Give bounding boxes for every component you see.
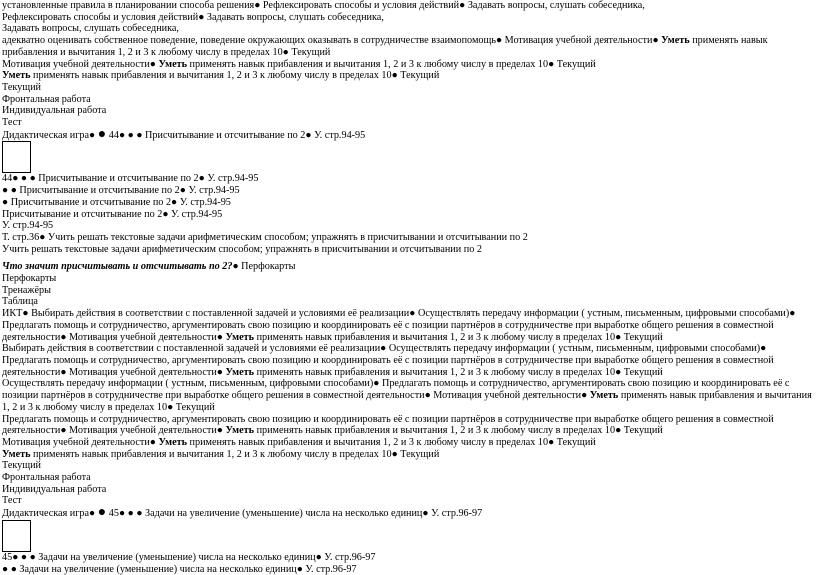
- text-line: [2, 437, 814, 449]
- text-span: применять навык прибавления и вычитания 1, 2 и 3 к любому числу в пределах 10● Текущий: [256, 425, 663, 437]
- bold-keyword: Уметь: [589, 390, 619, 402]
- text-line: [2, 308, 814, 343]
- text-span: применять навык прибавления и вычитания 1, 2 и 3 к любому числу в пределах 10● Текущий: [189, 58, 596, 70]
- text-line: Рефлексировать способы и условия действий● Задавать вопросы, слушать собеседника,: [2, 11, 384, 23]
- bold-keyword: Уметь: [158, 436, 187, 448]
- text-span: применять навык прибавления и вычитания 1, 2 и 3 к любому числу в пределах 10● Текущий: [33, 70, 440, 82]
- text-line: [2, 35, 814, 58]
- text-span: применять навык прибавления и вычитания 1, 2 и 3 к любому числу в пределах 10● Текущий: [2, 35, 768, 58]
- text-span: применять навык прибавления и вычитания 1, 2 и 3 к любому числу в пределах 10● Текущий: [2, 390, 812, 413]
- text-line: Таблица: [2, 296, 38, 308]
- text-line: [2, 449, 814, 461]
- text-line: Индивидуальная работа: [2, 483, 107, 495]
- text-line: 45● ● ● Задачи на увеличение (уменьшение) числа на несколько единиц● У. стр.96-97: [2, 551, 376, 563]
- text-span: ● Перфокарты: [232, 261, 296, 273]
- text-line: ● Присчитывание и отсчитывание по 2● У. стр.94-95: [2, 196, 231, 208]
- text-line: [2, 507, 814, 520]
- text-line: [2, 126, 814, 142]
- text-span: применять навык прибавления и вычитания 1, 2 и 3 к любому числу в пределах 10● Текущий: [33, 448, 440, 460]
- text-span: применять навык прибавления и вычитания 1, 2 и 3 к любому числу в пределах 10● Текущий: [256, 366, 663, 378]
- bold-keyword: Уметь: [2, 70, 31, 82]
- text-line: установленные правила в планировании способа решения● Рефлексировать способы и условия действий● Задавать вопросы, слушать собеседника,: [2, 0, 645, 11]
- bullet-icon: ●: [97, 126, 107, 142]
- bold-keyword: Уметь: [225, 366, 255, 378]
- text-line: Индивидуальная работа: [2, 105, 107, 117]
- text-line: [2, 378, 814, 413]
- text-line: Текущий: [2, 460, 42, 472]
- bold-keyword: Уметь: [661, 35, 690, 47]
- text-line: Тест: [2, 117, 22, 129]
- text-line: Фронтальная работа: [2, 93, 91, 105]
- text-span: Выбирать действия в соответствии с поставленной задачей и условиями её реализации● Осуществлять передачу информации ( устным, письменным, цифровыми способами)● Предлагать помощь и сотрудничество, аргументировать свою позицию и координировать её с позиции партнёров в сотрудничестве при выработке общего решения в совместной деятельности● Мотивация учебной деятельности●: [2, 343, 774, 378]
- text-line: ● ● Задачи на увеличение (уменьшение) числа на несколько единиц● У. стр.96-97: [2, 563, 357, 575]
- text-span: применять навык прибавления и вычитания 1, 2 и 3 к любому числу в пределах 10● Текущий: [256, 331, 663, 343]
- text-line: У. стр.94-95: [2, 220, 54, 232]
- text-span: Дидактическая игра●: [2, 129, 96, 141]
- text-line: Задавать вопросы, слушать собеседника,: [2, 23, 179, 35]
- text-line: Тест: [2, 495, 22, 507]
- text-span: Осуществлять передачу информации ( устным, письменным, цифровыми способами)● Предлагать помощь и сотрудничество, аргументировать свою позицию и координировать её с позиции партнёров в сотрудничестве при выработке общего решения в совместной деятельности● Мотивация учебной деятельности●: [2, 378, 790, 402]
- text-span: адекватно оценивать собственное поведение, поведение окружающих оказывать в сотрудничестве взаимопомощь● Мотивация учебной деятельности●: [2, 35, 659, 47]
- text-line: Т. стр.36● Учить решать текстовые задачи арифметическим способом; упражнять в присчитывании и отсчитывании по 2: [2, 231, 528, 243]
- text-line: [2, 261, 814, 273]
- text-span: 45● ● ● Задачи на увеличение (уменьшение) числа на несколько единиц● У. стр.96-97: [108, 508, 483, 520]
- text-line: [2, 70, 814, 82]
- text-line: Текущий: [2, 81, 42, 93]
- text-span: Дидактическая игра●: [2, 508, 96, 520]
- text-line: ● ● Присчитывание и отсчитывание по 2● У. стр.94-95: [2, 185, 240, 197]
- text-span: Предлагать помощь и сотрудничество, аргументировать свою позицию и координировать её с позиции партнёров в сотрудничестве при выработке общего решения в совместной деятельности● Мотивация учебной деятельности●: [2, 413, 774, 437]
- text-span: 44● ● ● Присчитывание и отсчитывание по 2● У. стр.94-95: [108, 129, 366, 141]
- text-line: Учить решать текстовые задачи арифметическим способом; упражнять в присчитывании и отсчитывании по 2: [2, 243, 482, 255]
- text-line: 44● ● ● Присчитывание и отсчитывание по 2● У. стр.94-95: [2, 173, 259, 185]
- bold-keyword: Уметь: [225, 425, 255, 437]
- text-line: [2, 343, 814, 378]
- text-line: Перфокарты: [2, 273, 57, 285]
- bold-keyword: Уметь: [158, 58, 187, 70]
- question-text: Что значит присчитывать и отсчитывать по 2?: [2, 261, 233, 273]
- text-span: применять навык прибавления и вычитания 1, 2 и 3 к любому числу в пределах 10● Текущий: [189, 436, 596, 448]
- empty-cell-box: [2, 141, 31, 173]
- text-line: [2, 59, 814, 71]
- text-line: [2, 414, 814, 437]
- text-span: Мотивация учебной деятельности●: [2, 58, 156, 70]
- bold-keyword: Уметь: [225, 331, 255, 343]
- text-line: Фронтальная работа: [2, 472, 91, 484]
- text-span: ИКТ● Выбирать действия в соответствии с поставленной задачей и условиями её реализации● Осуществлять передачу информации ( устным, письменным, цифровыми способами)● Предлагать помощь и сотрудничество, аргументировать свою позицию и координировать её с позиции партнёров в сотрудничестве при выработке общего решения в совместной деятельности● Мотивация учебной деятельности●: [2, 308, 796, 343]
- text-line: Присчитывание и отсчитывание по 2● У. стр.94-95: [2, 208, 223, 220]
- text-span: Мотивация учебной деятельности●: [2, 436, 156, 448]
- empty-cell-box: [2, 520, 31, 552]
- bullet-icon: ●: [97, 505, 107, 521]
- text-line: Тренажёры: [2, 284, 51, 296]
- bold-keyword: Уметь: [2, 448, 31, 460]
